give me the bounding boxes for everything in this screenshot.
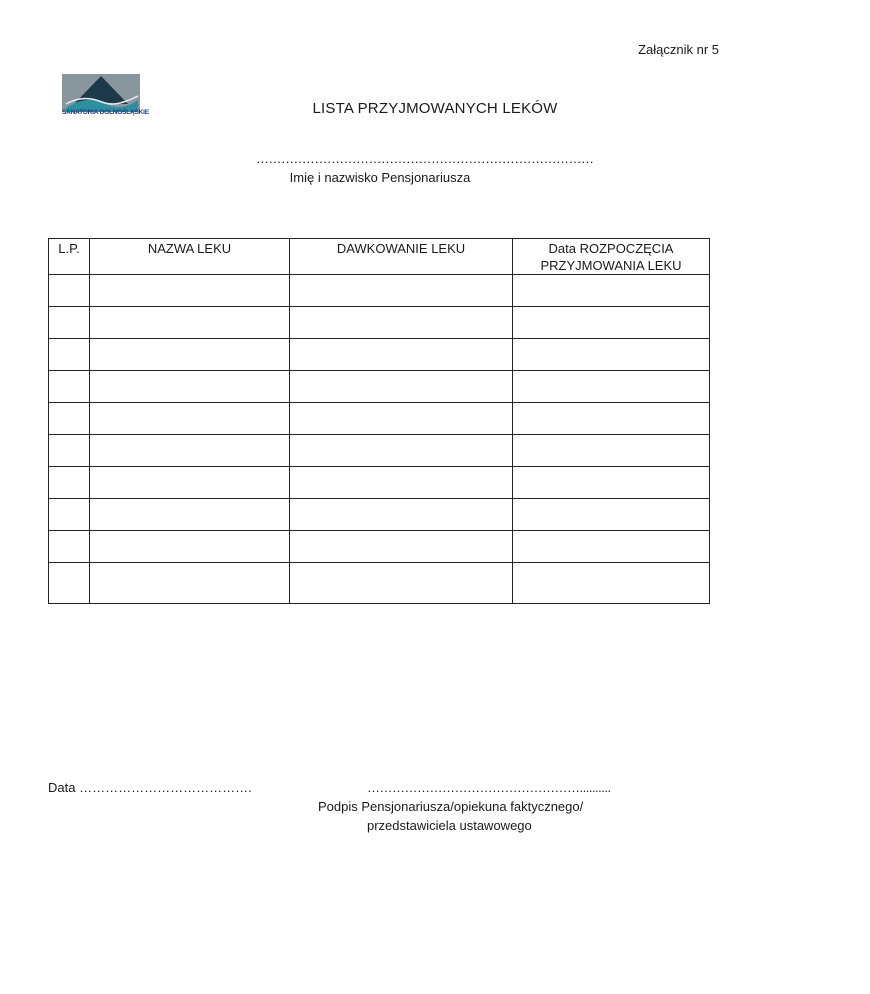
cell-lp[interactable]	[49, 307, 90, 339]
signature-line[interactable]: ……………………………………………..........	[367, 780, 611, 795]
cell-start-date[interactable]	[513, 467, 710, 499]
cell-dosage[interactable]	[290, 275, 513, 307]
table-row	[49, 531, 710, 563]
signature-label-continued: przedstawiciela ustawowego	[367, 818, 532, 833]
cell-lp[interactable]	[49, 563, 90, 604]
cell-dosage[interactable]	[290, 499, 513, 531]
header-drug-name: NAZWA LEKU	[90, 239, 290, 275]
table-row	[49, 403, 710, 435]
cell-dosage[interactable]	[290, 371, 513, 403]
cell-dosage[interactable]	[290, 307, 513, 339]
cell-drug-name[interactable]	[90, 307, 290, 339]
name-field-label: Imię i nazwisko Pensjonariusza	[289, 170, 471, 185]
cell-start-date[interactable]	[513, 531, 710, 563]
cell-start-date[interactable]	[513, 435, 710, 467]
cell-drug-name[interactable]	[90, 499, 290, 531]
cell-drug-name[interactable]	[90, 371, 290, 403]
cell-drug-name[interactable]	[90, 563, 290, 604]
table-row	[49, 467, 710, 499]
table-row	[49, 275, 710, 307]
cell-lp[interactable]	[49, 275, 90, 307]
header-dosage: DAWKOWANIE LEKU	[290, 239, 513, 275]
table-header-row	[49, 239, 710, 275]
cell-drug-name[interactable]	[90, 467, 290, 499]
table-row	[49, 307, 710, 339]
table-row	[49, 499, 710, 531]
cell-dosage[interactable]	[290, 467, 513, 499]
cell-dosage[interactable]	[290, 563, 513, 604]
cell-lp[interactable]	[49, 499, 90, 531]
cell-drug-name[interactable]	[90, 403, 290, 435]
cell-start-date[interactable]	[513, 371, 710, 403]
cell-start-date[interactable]	[513, 307, 710, 339]
cell-drug-name[interactable]	[90, 275, 290, 307]
cell-lp[interactable]	[49, 435, 90, 467]
table-row	[49, 339, 710, 371]
header-start-date: Data ROZPOCZĘCIA PRZYJMOWANIA LEKU	[513, 239, 710, 275]
cell-dosage[interactable]	[290, 531, 513, 563]
table-row	[49, 563, 710, 604]
cell-start-date[interactable]	[513, 563, 710, 604]
name-input-dots[interactable]: ………………………………………………………………………	[256, 151, 594, 166]
signature-label: Podpis Pensjonariusza/opiekuna faktycznego/	[318, 799, 584, 814]
table-row	[49, 435, 710, 467]
cell-drug-name[interactable]	[90, 435, 290, 467]
table-row	[49, 371, 710, 403]
cell-dosage[interactable]	[290, 403, 513, 435]
cell-start-date[interactable]	[513, 403, 710, 435]
cell-lp[interactable]	[49, 531, 90, 563]
date-field[interactable]: Data ………………………………….	[48, 780, 252, 795]
annex-label: Załącznik nr 5	[638, 42, 719, 57]
medication-table	[48, 238, 710, 604]
cell-dosage[interactable]	[290, 339, 513, 371]
cell-lp[interactable]	[49, 403, 90, 435]
cell-dosage[interactable]	[290, 435, 513, 467]
cell-lp[interactable]	[49, 371, 90, 403]
page-title: LISTA PRZYJMOWANYCH LEKÓW	[312, 100, 558, 117]
cell-start-date[interactable]	[513, 339, 710, 371]
cell-start-date[interactable]	[513, 275, 710, 307]
cell-drug-name[interactable]	[90, 339, 290, 371]
header-lp: L.P.	[49, 239, 90, 275]
cell-lp[interactable]	[49, 467, 90, 499]
cell-lp[interactable]	[49, 339, 90, 371]
cell-drug-name[interactable]	[90, 531, 290, 563]
cell-start-date[interactable]	[513, 499, 710, 531]
logo-caption: SANATORIA DOLNOŚLĄSKIE	[62, 109, 149, 116]
